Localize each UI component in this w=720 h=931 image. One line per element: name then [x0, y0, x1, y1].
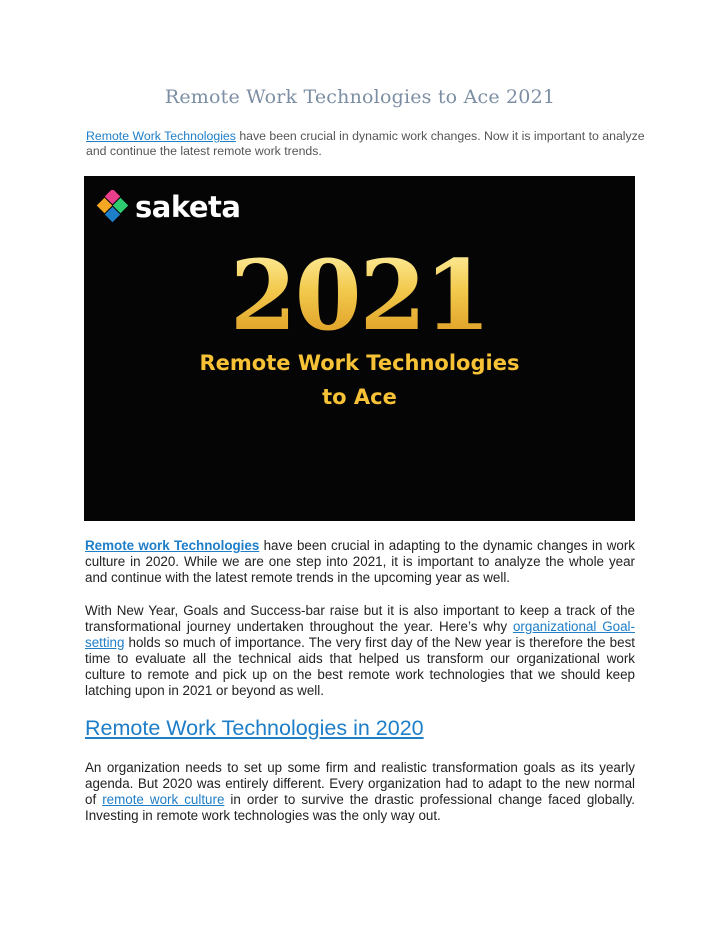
banner-subtitle-line2: to Ace [322, 385, 397, 409]
intro-paragraph [86, 129, 646, 159]
paragraph-3 [85, 760, 635, 824]
paragraph3-text-before: An organization needs to set up some firm and realistic transformation goals as its yearly agenda. But 2020 was entirely different. Every organization had to adapt to the new normal of [85, 760, 635, 808]
paragraph-1 [85, 538, 635, 586]
document-title: Remote Work Technologies to Ace 2021 [164, 86, 556, 108]
intro-text: have been crucial in dynamic work changes. Now it is important to analyze and continue the latest remote work trends. [86, 129, 645, 158]
banner-image [84, 176, 635, 521]
paragraph-2 [85, 603, 635, 700]
paragraph2-text-before: With New Year, Goals and Success-bar raise but it is also important to keep a track of the transformational journey undertaken throughout the year. Here’s why [85, 603, 635, 635]
paragraph1-link-remote-work-technologies[interactable]: Remote work Technologies [85, 538, 260, 553]
banner-subtitle-line1: Remote Work Technologies [199, 351, 520, 375]
intro-link-remote-work-technologies[interactable]: Remote Work Technologies [86, 129, 236, 143]
paragraph1-text: have been crucial in adapting to the dynamic changes in work culture in 2020. While we are one step into 2021, it is important to analyze the whole year and continue with the latest remote trends in the upcoming year as well. [85, 538, 635, 586]
paragraph2-text-after: holds so much of importance. The very first day of the New year is therefore the best time to evaluate all the technical aids that helped us transform our organizational work culture to remote and pick up on the best remote work technologies that we should keep latching upon in 2021 or beyond as well. [85, 635, 635, 699]
saketa-diamond-logo-icon [96, 190, 130, 224]
paragraph3-link-remote-work-culture[interactable]: remote work culture [102, 792, 225, 808]
banner-subtitle [84, 346, 635, 414]
paragraph3-text-after: in order to survive the drastic professional change faced globally. Investing in remote work technologies was the only way out. [85, 792, 635, 824]
paragraph2-link-goal-setting[interactable]: organizational Goal-setting [85, 619, 635, 651]
section-heading-2020[interactable]: Remote Work Technologies in 2020 [85, 716, 424, 740]
banner-logo-text: saketa [135, 190, 241, 224]
banner-year: 2021 [84, 244, 635, 348]
